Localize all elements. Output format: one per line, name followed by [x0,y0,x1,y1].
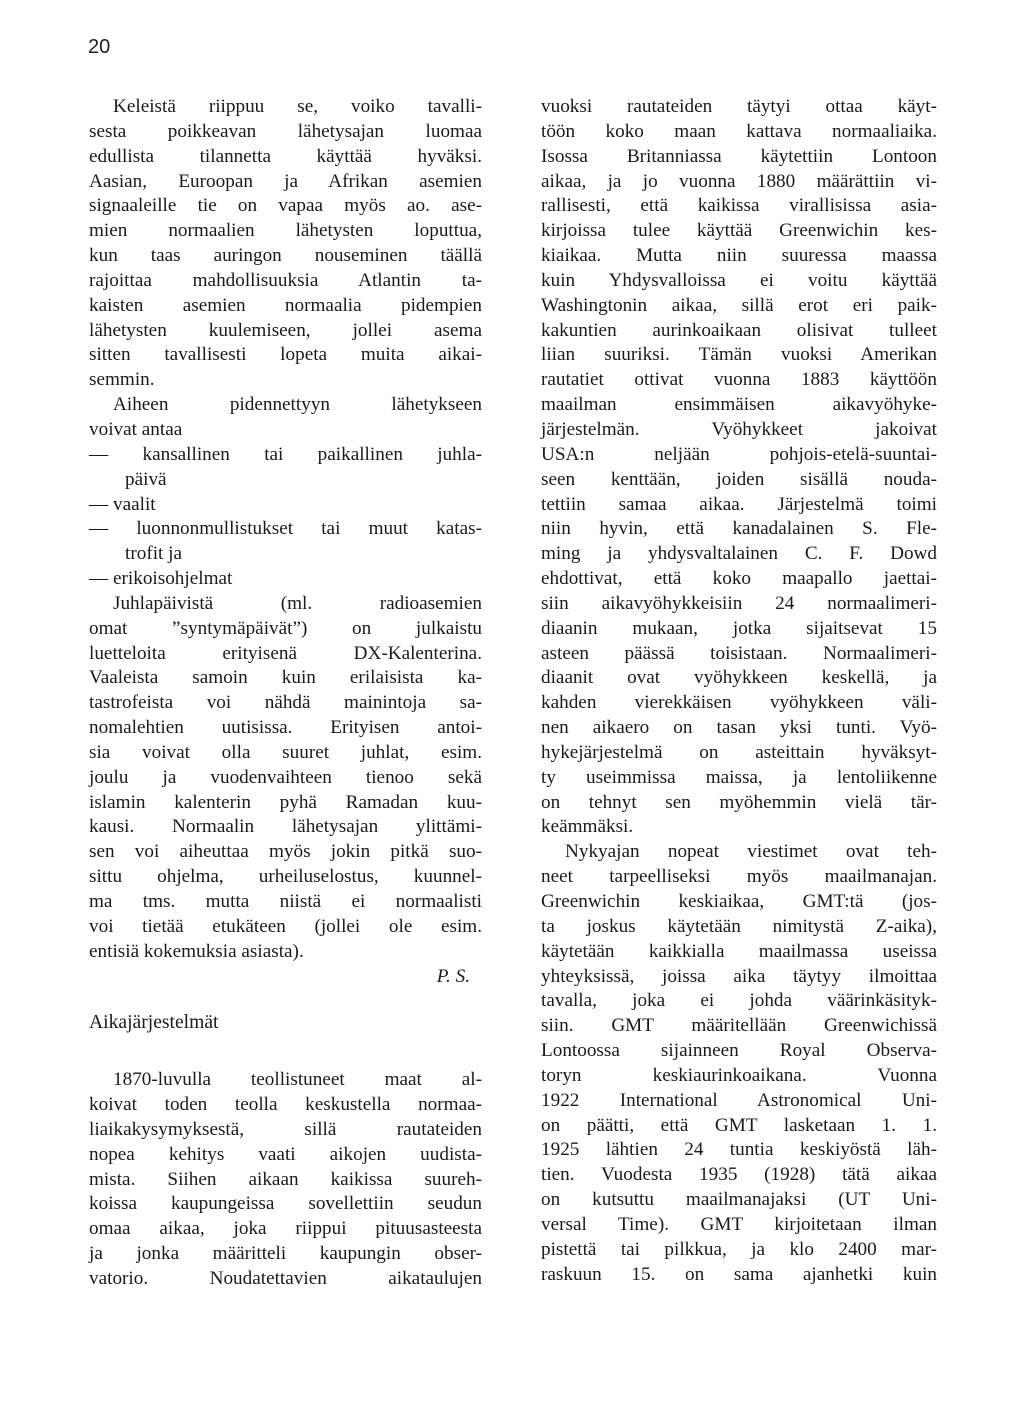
text-line: ta joskus käytetään nimitystä Z-aika), [541,915,937,937]
text-line: Keleistä riippuu se, voiko tavalli- [113,96,482,117]
text-line: keämmäksi. [541,816,634,838]
author-signature: P. S. [436,965,470,987]
text-line: versal Time). GMT kirjoitetaan ilman [541,1213,937,1235]
text-line: kakuntien aurinkoaikaan olisivat tulleet [541,319,937,341]
text-line: signaaleille tie on vapaa myös ao. ase- [89,195,482,217]
text-line: töön koko maan kattava normaaliaika. [541,120,937,142]
text-line: Washingtonin aikaa, sillä erot eri paik- [541,294,937,316]
text-line: siin aikavyöhykkeisiin 24 normaalimeri- [541,592,937,614]
paragraph-extended-broadcast-reasons [89,393,482,443]
text-line: on kutsuttu maailmanajaksi (UT Uni- [541,1189,937,1211]
text-line: liian suuriksi. Tämän vuoksi Amerikan [541,344,937,366]
text-line: on tehnyt sen myöhemmin vielä tär- [541,791,937,813]
list-item-continuation: trofit ja [125,543,183,565]
text-line: diaanin mukaan, jotka sijaitsevat 15 [541,617,937,639]
section-heading: Aikajärjestelmät [89,1012,219,1034]
text-line: tavalla, joka ei johda väärinkäsityk- [541,990,937,1012]
left-column [89,95,482,1292]
text-line: ming ja yhdysvaltalainen C. F. Dowd [541,543,937,565]
text-line: aikaa, ja jo vuonna 1880 määrättiin vi- [541,170,937,192]
text-line: nopea kehitys vaati aikojen uudista- [89,1143,482,1165]
text-line: nomalehtien uutisissa. Erityisen antoi- [89,717,482,739]
list-item [89,443,482,493]
text-line: Aiheen pidennettyyn lähetykseen [113,394,482,416]
text-line: edullista tilannetta käyttää hyväksi. [89,145,482,167]
text-line: vatorio. Noudatettavien aikataulujen [89,1267,482,1289]
text-line: sesta poikkeavan lähetysajan luomaa [89,120,482,142]
text-line: käytetään kaikkialla maailmassa useissa [541,940,937,962]
text-line: kaisten asemien normaalia pidempien [89,294,482,316]
text-line: kausi. Normaalin lähetysajan ylittämi- [89,816,482,838]
text-line: hykejärjestelmä on asteittain hyväksyt- [541,741,937,763]
text-line: koivat toden teolla keskustella normaa- [89,1094,482,1116]
text-line: neet tarpeelliseksi myös maailmanajan. [541,866,937,888]
text-line: kiaikaa. Mutta niin suuressa maassa [541,245,937,267]
text-line: on päätti, että GMT lasketaan 1. 1. [541,1114,937,1136]
text-line: maailman ensimmäisen aikavyöhyke- [541,394,937,416]
text-line: Lontoossa sijainneen Royal Observa- [541,1040,937,1062]
paragraph-world-time [541,840,937,1287]
text-line: islamin kalenterin pyhä Ramadan kuu- [89,791,482,813]
text-line: Nykyajan nopeat viestimet ovat teh- [565,841,937,863]
list-item [89,517,482,567]
text-line: asteen päässä toisistaan. Normaalimeri- [541,642,937,664]
text-line: kun taas auringon nouseminen täällä [89,245,482,267]
text-line: voivat antaa [89,418,183,440]
paragraph-railway-time [541,95,937,840]
list-item-text: — luonnonmullistukset tai muut katas- [89,518,482,540]
text-line: sia voivat olla suuret juhlat, esim. [89,741,482,763]
text-line: Aasian, Euroopan ja Afrikan asemien [89,170,482,192]
paragraph-holidays-and-events [89,592,482,965]
text-line: ehdottivat, että koko maapallo jaettai- [541,568,937,590]
text-line: sitten tavallisesti lopeta muita aikai- [89,344,482,366]
text-line: kirjoissa tulee käyttää Greenwichin kes- [541,220,937,242]
list-item-continuation: päivä [125,468,167,490]
text-line: liaikakysymyksestä, sillä rautateiden [89,1118,482,1140]
text-line: voi tietää etukäteen (jollei ole esim. [89,915,482,937]
text-line: ma tms. mutta niistä ei normaalisti [89,891,482,912]
text-line: toryn keskiaurinkoaikana. Vuonna [541,1064,937,1086]
text-line: ty useimmissa maissa, ja lentoliikenne [541,766,937,788]
list-item-text: — erikoisohjelmat [89,568,233,590]
text-line: rajoittaa mahdollisuuksia Atlantin ta- [89,269,482,291]
text-line: rallisesti, että kaikissa virallisissa asia- [541,195,937,217]
text-line: omat ”syntymäpäivät”) on julkaistu [89,617,482,639]
text-line: sen voi aiheuttaa myös jokin pitkä suo- [89,841,482,863]
text-line: raskuun 15. on sama ajanhetki kuin [541,1263,937,1285]
text-line: ja jonka määritteli kaupungin obser- [89,1243,482,1265]
text-line: mista. Siihen aikaan kaikissa suureh- [89,1168,482,1190]
text-line: Isossa Britanniassa käytettiin Lontoon [541,145,937,167]
list-item-text: — vaalit [89,493,156,515]
text-line: USA:n neljään pohjois-etelä-suuntai- [541,443,937,465]
text-line: joulu ja vuodenvaihteen tienoo sekä [89,766,482,788]
list-item [89,493,482,518]
text-line: lähetysten kuulemiseen, jollei asema [89,319,482,341]
text-line: kahden vierekkäisen vyöhykkeen väli- [541,692,937,714]
page-number: 20 [88,36,111,58]
text-line: nen aikaero on tasan yksi tunti. Vyö- [541,717,937,739]
text-line: luetteloita erityisenä DX-Kalenterina. [89,642,482,664]
text-line: tien. Vuodesta 1935 (1928) tätä aikaa [541,1164,937,1186]
text-line: Juhlapäivistä (ml. radioasemien [113,592,482,614]
text-line: omaa aikaa, joka riippui pituusasteesta [89,1218,482,1240]
text-line: siin. GMT määritellään Greenwichissä [541,1015,937,1037]
list-item-text: — kansallinen tai paikallinen juhla- [89,443,482,465]
text-line: yhteyksissä, joissa aika täytyy ilmoittaa [541,965,937,987]
text-line: kuin Yhdysvalloissa ei voitu käyttää [541,269,937,291]
text-line: 1922 International Astronomical Uni- [541,1089,937,1111]
right-column [541,95,937,1288]
text-line: 1870-luvulla teollistuneet maat al- [113,1069,482,1091]
paragraph-time-systems-intro [89,1068,482,1292]
text-line: vuoksi rautateiden täytyi ottaa käyt- [541,96,937,117]
text-line: seen kenttään, joiden sisällä nouda- [541,468,937,490]
list-item [89,567,482,592]
text-line: semmin. [89,369,155,391]
text-line: pistettä tai pilkkua, ja klo 2400 mar- [541,1238,937,1260]
text-line: Greenwichin keskiaikaa, GMT:tä (jos- [541,891,937,912]
text-line: tastrofeista voi nähdä mainintoja sa- [89,692,482,714]
text-line: mien normaalien lähetysten loputtua, [89,220,482,242]
text-line: rautatiet ottivat vuonna 1883 käyttöön [541,369,937,391]
text-line: tettiin samaa aikaa. Järjestelmä toimi [541,493,937,515]
text-line: Vaaleista samoin kuin erilaisista ka- [89,667,482,689]
text-line: niin hyvin, että kanadalainen S. Fle- [541,518,937,540]
text-line: 1925 lähtien 24 tuntia keskiyöstä läh- [541,1139,937,1161]
text-line: sittu ohjelma, urheiluselostus, kuunnel- [89,866,482,888]
text-line: järjestelmän. Vyöhykkeet jakoivat [541,418,937,440]
text-line: entisiä kokemuksia asiasta). [89,940,304,962]
paragraph-signal-conditions [89,95,482,393]
reason-list [89,443,482,592]
text-line: koissa kaupungeissa sovellettiin seudun [89,1193,482,1215]
text-line: diaanit ovat vyöhykkeen keskellä, ja [541,667,937,689]
